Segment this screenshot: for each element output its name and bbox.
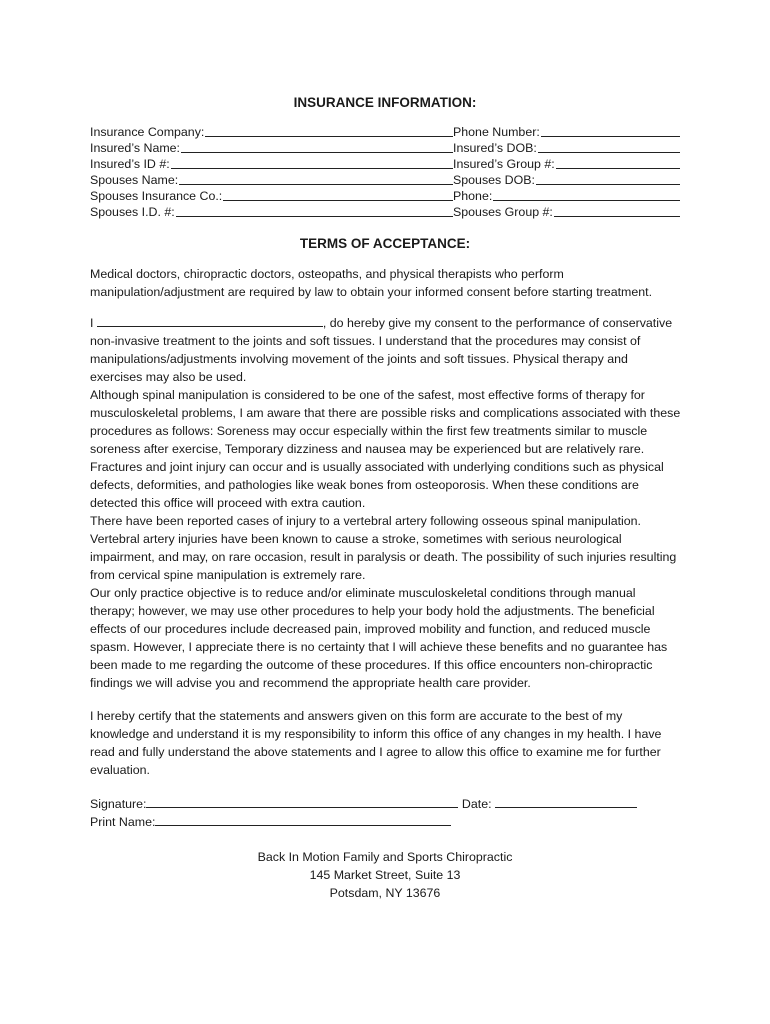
- spouses-phone-field[interactable]: [493, 188, 680, 201]
- certify-paragraph: I hereby certify that the statements and answers given on this form are accurate to the best of my knowledge and understand it is my responsibility to inform this office of any changes in my health. I have read and fully understand the above statements and I agree to allow this office to examine me for further evaluation.: [90, 709, 662, 777]
- date-field[interactable]: [495, 795, 637, 808]
- insurance-row: [90, 140, 680, 156]
- terms-intro: Medical doctors, chiropractic doctors, osteopaths, and physical therapists who perform manipulation/adjustment are required by law to obtain your informed consent before starting treatment.: [90, 267, 653, 299]
- spouses-insurance-field[interactable]: [223, 188, 453, 201]
- phone-number-label: Phone Number:: [453, 125, 540, 139]
- spouses-id-label: Spouses I.D. #:: [90, 205, 175, 219]
- insured-name-field[interactable]: [181, 140, 453, 153]
- insurance-row: [90, 204, 680, 220]
- insurance-company-field[interactable]: [205, 124, 453, 137]
- risks-paragraph: Although spinal manipulation is considered to be one of the safest, most effective forms of therapy for musculoskeletal problems, I am aware that there are possible risks and complications associated with these procedures as follows: Soreness may occur especially within the first few treatments similar to muscle soreness after exercise, Temporary dizziness and nausea may be experienced but are relatively rare. Fractures and joint injury can occur and is usually associated with underlying conditions such as physical defects, deformities, and pathologies like weak bones from osteoporosis. When these conditions are detected this office will proceed with extra caution.: [90, 388, 681, 510]
- phone-number-field[interactable]: [541, 124, 680, 137]
- footer-practice: Back In Motion Family and Sports Chiropractic: [257, 850, 513, 864]
- insurance-heading: INSURANCE INFORMATION:: [293, 95, 477, 110]
- print-name-label: Print Name:: [90, 815, 156, 829]
- signature-row: [90, 795, 637, 811]
- insured-group-label: Insured’s Group #:: [453, 157, 555, 171]
- spouses-name-field[interactable]: [179, 172, 453, 185]
- spouses-group-label: Spouses Group #:: [453, 205, 553, 219]
- spouses-group-field[interactable]: [554, 204, 680, 217]
- insured-group-field[interactable]: [556, 156, 680, 169]
- footer-city: Potsdam, NY 13676: [329, 886, 441, 900]
- insured-dob-label: Insured’s DOB:: [453, 141, 537, 155]
- consent-paragraph: [90, 314, 682, 386]
- objective-paragraph: Our only practice objective is to reduce and/or eliminate musculoskeletal conditions through manual therapy; however, we may use other procedures to help your body hold the adjustments. The beneficial effects of our procedures include decreased pain, improved mobility and function, and reduced muscle spasm. However, I appreciate there is no certainty that I will achieve these benefits and no guarantee has been made to me regarding the outcome of these procedures. If this office encounters non-chiropractic findings we will advise you and recommend the appropriate health care provider.: [90, 586, 668, 690]
- vertebral-paragraph: There have been reported cases of injury to a vertebral artery following osseous spinal manipulation. Vertebral artery injuries have been known to cause a stroke, sometimes with serious neurological impairment, and may, on rare occasion, result in paralysis or death. The possibility of such injuries resulting from cervical spine manipulation is extremely rare.: [90, 514, 677, 582]
- spouses-phone-label: Phone:: [453, 189, 493, 203]
- signature-label: Signature:: [90, 797, 147, 811]
- consent-text: , do hereby give my consent to the performance of conservative non-invasive treatment to the joints and soft tissues. I understand that the procedures may consist of manipulations/adjustments involving movement of the joints and soft tissues. Physical therapy and exercises may also be used.: [90, 316, 673, 384]
- insurance-row: [90, 172, 680, 188]
- print-name-row: [90, 813, 451, 829]
- terms-heading: TERMS OF ACCEPTANCE:: [299, 236, 471, 251]
- consent-prefix: I: [90, 316, 97, 330]
- insurance-row: [90, 124, 680, 140]
- consent-name-field[interactable]: [97, 314, 323, 327]
- spouses-id-field[interactable]: [176, 204, 453, 217]
- insurance-row: [90, 188, 680, 204]
- insurance-company-label: Insurance Company:: [90, 125, 205, 139]
- spouses-insurance-label: Spouses Insurance Co.:: [90, 189, 223, 203]
- date-label: Date:: [458, 797, 495, 811]
- insurance-row: [90, 156, 680, 172]
- insured-id-label: Insured’s ID #:: [90, 157, 170, 171]
- print-name-field[interactable]: [155, 813, 451, 826]
- footer-street: 145 Market Street, Suite 13: [309, 868, 461, 882]
- spouses-dob-field[interactable]: [536, 172, 680, 185]
- insured-dob-field[interactable]: [538, 140, 680, 153]
- insured-id-field[interactable]: [171, 156, 453, 169]
- insured-name-label: Insured’s Name:: [90, 141, 180, 155]
- spouses-name-label: Spouses Name:: [90, 173, 179, 187]
- signature-field[interactable]: [146, 795, 458, 808]
- spouses-dob-label: Spouses DOB:: [453, 173, 535, 187]
